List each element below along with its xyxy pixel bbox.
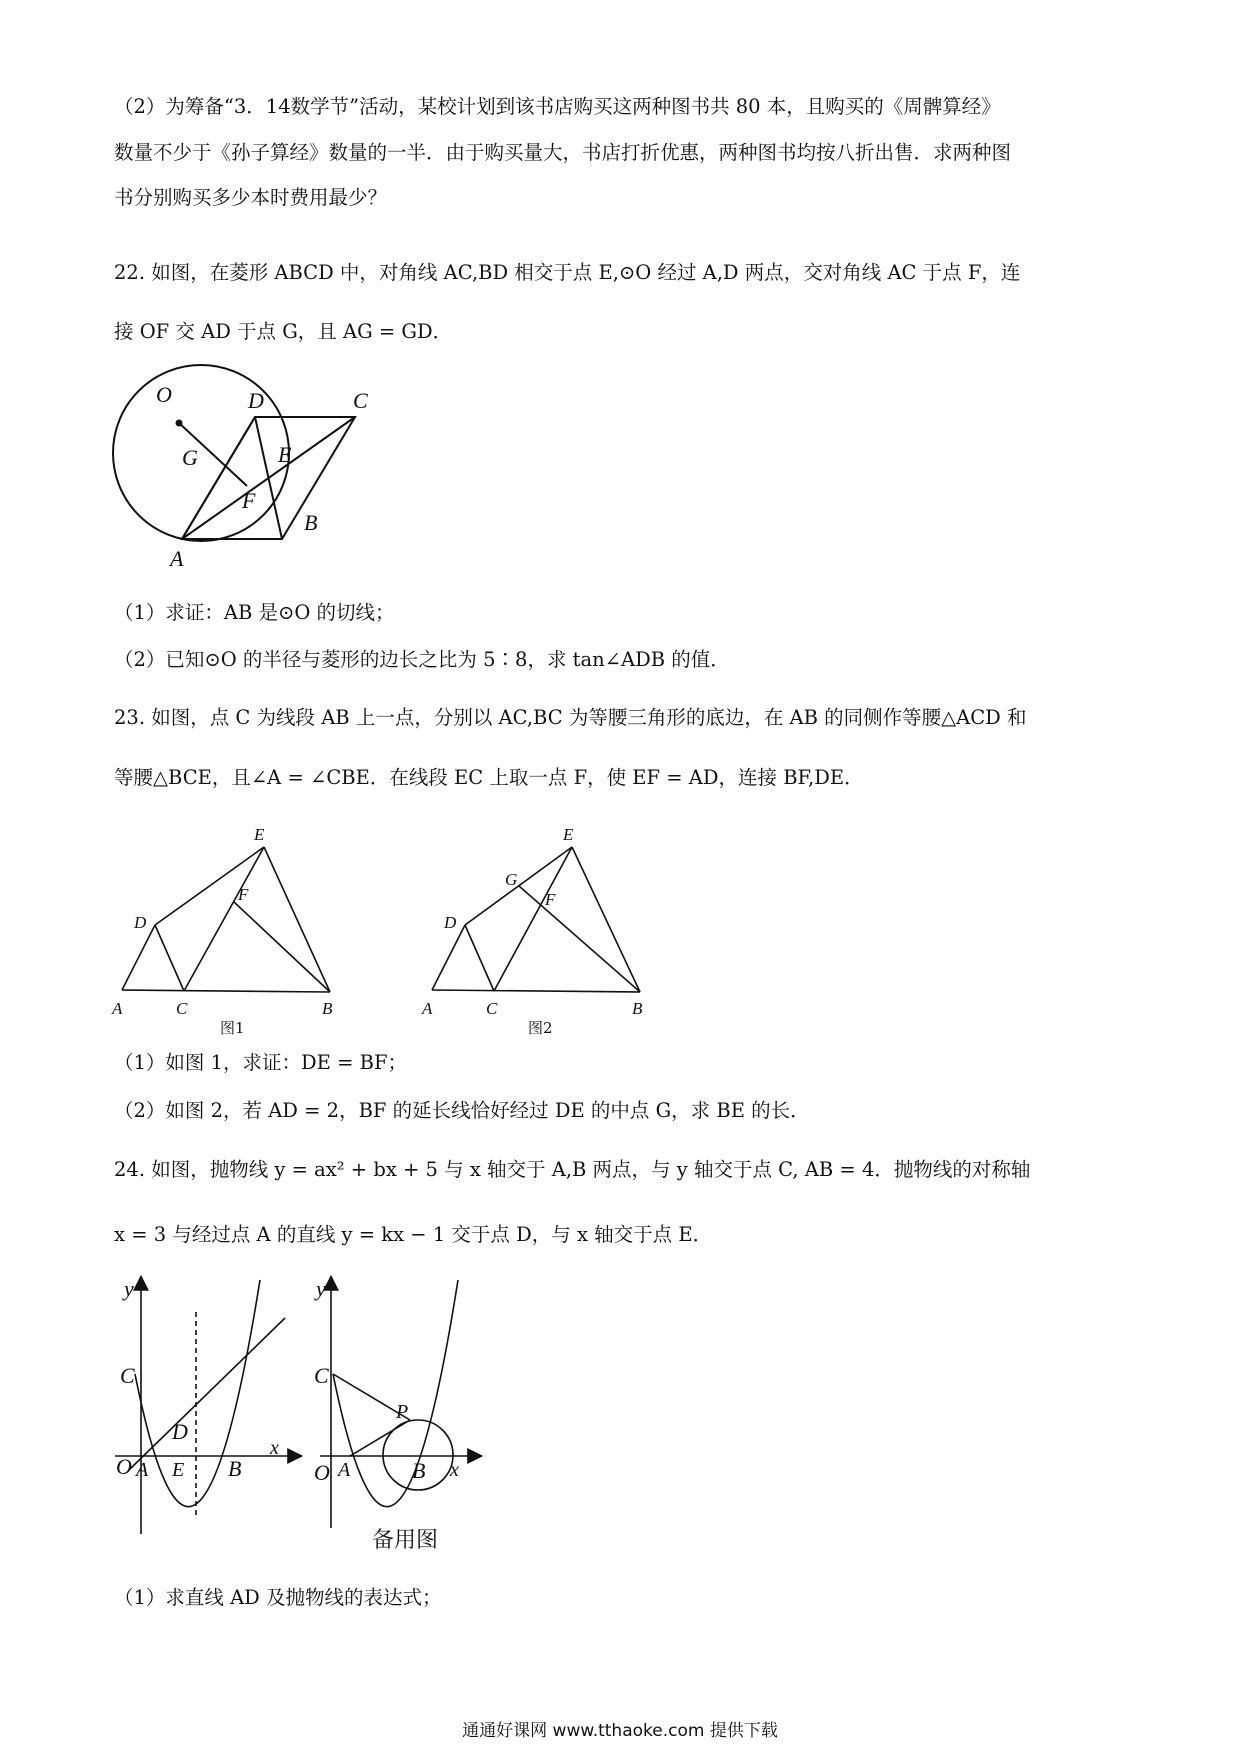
q24-alt-label-b: B xyxy=(412,1458,426,1483)
q23-fig1-caption: 图1 xyxy=(220,1019,245,1037)
q21-part2-line2: 数量不少于《孙子算经》数量的一半．由于购买量大，书店打折优惠，两种图书均按八折出售．求两种图 xyxy=(114,141,1012,164)
q24-main-label-x: x xyxy=(270,1437,279,1459)
q23f1-label-c: C xyxy=(176,999,188,1018)
q23f1-label-d: D xyxy=(134,913,147,932)
q24-alt-label-a: A xyxy=(338,1459,351,1481)
q24-alt-label-o: O xyxy=(314,1460,330,1485)
q22-diagonal-bd xyxy=(255,417,282,539)
q24-alt-label-x: x xyxy=(450,1459,459,1481)
q24-main-label-b: B xyxy=(228,1456,242,1481)
q23f2-label-a: A xyxy=(422,999,433,1018)
q22-part1: （1）求证：AB 是⊙O 的切线； xyxy=(114,601,395,624)
q23f2-label-d: D xyxy=(444,913,457,932)
q23-fig2-caption: 图2 xyxy=(528,1019,553,1037)
q23f1-label-a: A xyxy=(112,999,123,1018)
q23-part1: （1）如图 1，求证：DE = BF； xyxy=(114,1051,407,1074)
q23-figure-1 xyxy=(110,822,350,1036)
q22-label-g: G xyxy=(182,445,198,470)
q24-alt-label-y: y xyxy=(316,1276,326,1301)
q21-part2-line3: 书分别购买多少本时费用最少？ xyxy=(114,186,388,209)
q22-label-b: B xyxy=(304,510,318,535)
q22-point-o xyxy=(176,420,183,427)
q24-main-label-d: D xyxy=(172,1419,188,1444)
q23f1-label-b: B xyxy=(322,999,333,1018)
q24-figure-alt xyxy=(314,1272,520,1576)
q24-alt-label-p: P xyxy=(396,1401,409,1423)
q24-alt-label-c: C xyxy=(314,1363,329,1388)
q24-part1: （1）求直线 AD 及抛物线的表达式； xyxy=(114,1586,442,1609)
q22-label-f: F xyxy=(242,488,256,513)
q23f1-label-f: F xyxy=(238,885,249,904)
q23f2-label-e: E xyxy=(563,825,574,844)
q23-stem-line2: 等腰△BCE，且∠A = ∠CBE．在线段 EC 上取一点 F，使 EF = AD，连接 BF,DE． xyxy=(114,766,864,789)
q24-main-label-c: C xyxy=(120,1363,135,1388)
q22-stem-line2: 接 OF 交 AD 于点 G，且 AG = GD． xyxy=(114,320,453,343)
q24-main-label-y: y xyxy=(124,1276,134,1301)
q22-part2: （2）已知⊙O 的半径与菱形的边长之比为 5∶8，求 tan∠ADB 的值． xyxy=(114,648,730,671)
q22-label-e: E xyxy=(278,442,292,467)
q24-main-label-e: E xyxy=(172,1459,185,1481)
q23-stem-line1: 23. 如图，点 C 为线段 AB 上一点，分别以 AC,BC 为等腰三角形的底边，在 AB 的同侧作等腰△ACD 和 xyxy=(114,706,1027,729)
page-footer: 通通好课网 www.tthaoke.com 提供下载 xyxy=(462,1721,778,1741)
q22-label-c: C xyxy=(353,388,368,413)
q24-main-label-a: A xyxy=(136,1459,149,1481)
q24-stem-line1: 24. 如图，抛物线 y = ax² + bx + 5 与 x 轴交于 A,B 两点，与 y 轴交于点 C, AB = 4．抛物线的对称轴 xyxy=(114,1158,1031,1181)
q22-stem-line1: 22. 如图，在菱形 ABCD 中，对角线 AC,BD 相交于点 E,⊙O 经过 A,D 两点，交对角线 AC 于点 F，连 xyxy=(114,261,1021,284)
q23f2-label-c: C xyxy=(486,999,498,1018)
q24-alt-caption: 备用图 xyxy=(372,1528,439,1553)
q23f2-label-g: G xyxy=(505,870,518,889)
q23-part2: （2）如图 2，若 AD = 2，BF 的延长线恰好经过 DE 的中点 G，求 BE 的长． xyxy=(114,1099,810,1122)
q22-label-o: O xyxy=(156,382,172,407)
q24-figure-main xyxy=(110,1272,310,1546)
q23f1-label-e: E xyxy=(254,825,265,844)
q22-label-d: D xyxy=(248,388,264,413)
q23-figure-2 xyxy=(420,822,660,1036)
q23f2-label-b: B xyxy=(632,999,643,1018)
q21-part2-line1: （2）为筹备“3．14数学节”活动，某校计划到该书店购买这两种图书共 80 本，且购买的《周髀算经》 xyxy=(114,95,1001,118)
q24-stem-line2: x = 3 与经过点 A 的直线 y = kx − 1 交于点 D，与 x 轴交于点 E． xyxy=(114,1223,713,1246)
q24-main-label-o: O xyxy=(116,1454,132,1479)
q22-figure xyxy=(100,380,440,584)
q23f2-label-f: F xyxy=(545,890,556,909)
q22-label-a: A xyxy=(170,546,184,571)
